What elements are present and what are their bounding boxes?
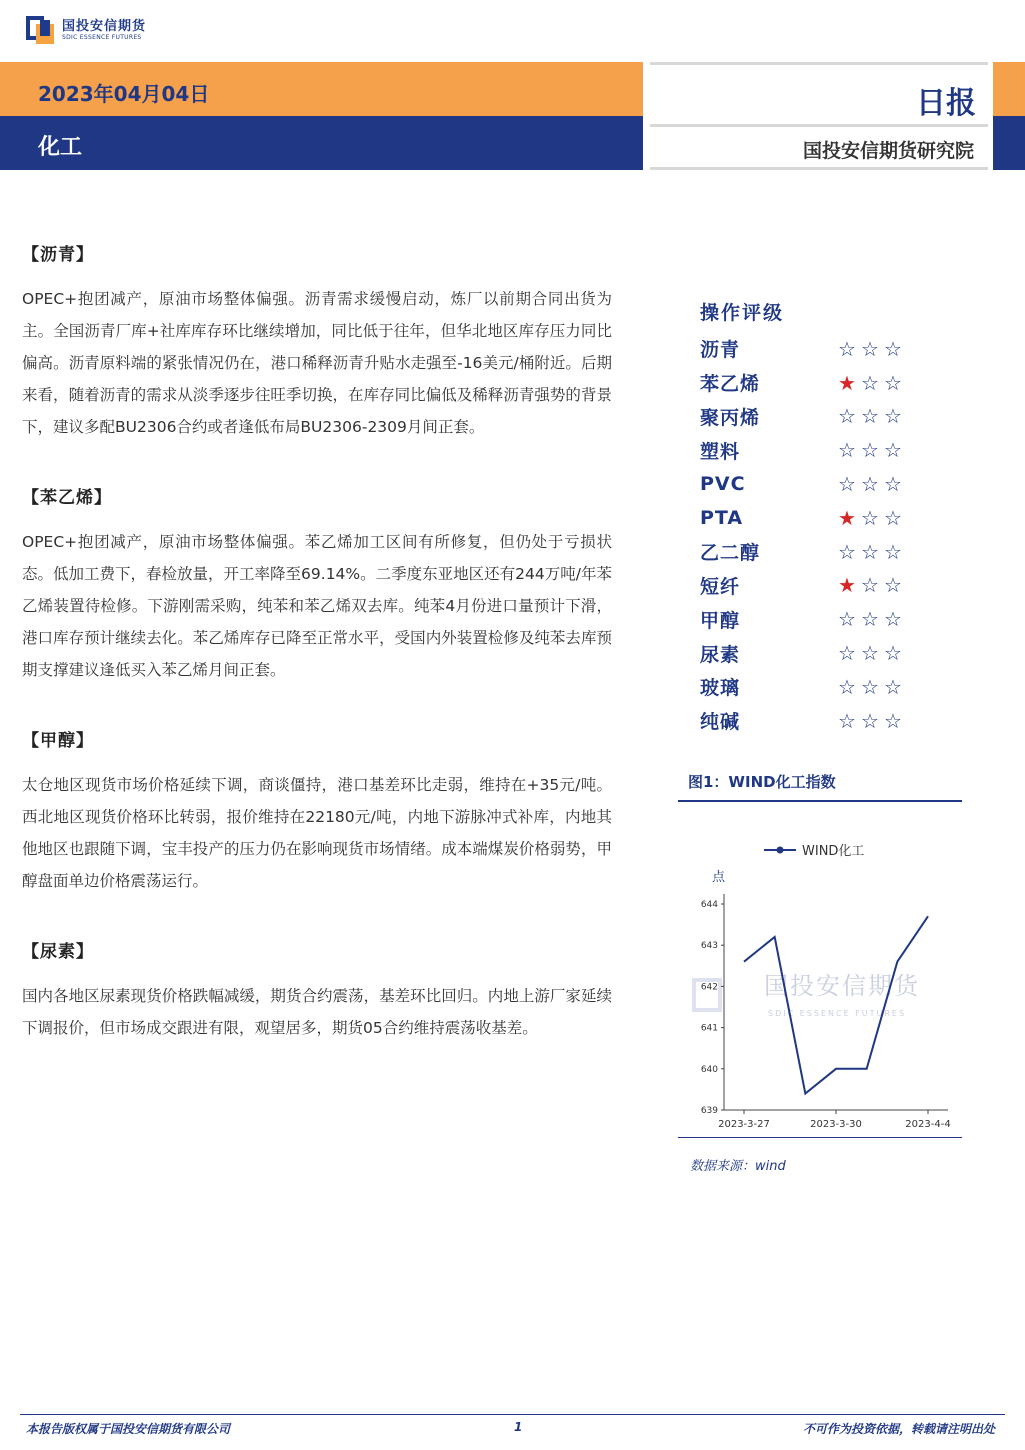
rating-stars <box>838 404 907 429</box>
section-body: OPEC+抱团减产，原油市场整体偏强。苯乙烯加工区间有所修复，但仍处于亏损状态。低加工费下，春检放量，开工率降至69.14%。二季度东亚地区还有244万吨/年苯乙烯装置待检修。下游刚需采购，纯苯和苯乙烯双去库。纯苯4月份进口量预计下滑，港口库存预计继续去化。苯乙烯库存已降至正常水平，受国内外装置检修及纯苯去库预期支撑建议逢低买入苯乙烯月间正套。 <box>22 533 612 679</box>
rating-stars <box>838 336 907 361</box>
rating-product-name: 短纤 <box>700 575 741 598</box>
series-line <box>744 916 928 1093</box>
rating-stars <box>838 607 907 632</box>
star-empty-icon: ☆ <box>861 539 879 564</box>
footer-disclaimer: 不可作为投资依据，转载请注明出处 <box>802 1422 995 1436</box>
star-empty-icon: ☆ <box>884 472 902 497</box>
rating-row <box>700 569 930 603</box>
rating-product-name: 乙二醇 <box>700 542 761 565</box>
star-empty-icon: ☆ <box>861 641 879 666</box>
wind-chem-index-chart <box>680 820 970 1140</box>
star-empty-icon: ☆ <box>838 607 856 632</box>
institute-name: 国投安信期货研究院 <box>802 140 974 162</box>
report-sector: 化工 <box>38 135 83 160</box>
x-tick-label: 2023-3-27 <box>718 1119 770 1130</box>
legend-label: WIND化工 <box>802 844 865 859</box>
star-empty-icon: ☆ <box>861 607 879 632</box>
rating-stars <box>838 708 907 733</box>
rating-row <box>700 501 930 535</box>
star-empty-icon: ☆ <box>838 539 856 564</box>
figure-title: 图1：WIND化工指数 <box>688 773 836 791</box>
report-type: 日报 <box>916 86 976 121</box>
rating-stars <box>838 573 907 598</box>
section-title: 【沥青】 <box>22 245 94 265</box>
rating-product-name: 聚丙烯 <box>700 406 761 429</box>
rating-row <box>700 433 930 467</box>
y-tick-label: 641 <box>700 1023 718 1034</box>
y-tick-label: 640 <box>700 1064 718 1075</box>
star-empty-icon: ☆ <box>884 505 902 530</box>
star-empty-icon: ☆ <box>884 539 902 564</box>
chart-svg <box>680 820 970 1140</box>
header-accent-strip <box>993 62 1025 170</box>
page-number: 1 <box>514 1420 523 1434</box>
company-logo <box>26 16 146 44</box>
x-tick-label: 2023-4-4 <box>905 1119 951 1130</box>
report-date: 2023年04月04日 <box>38 82 210 106</box>
star-empty-icon: ☆ <box>861 438 879 463</box>
y-tick-label: 642 <box>700 982 718 993</box>
sector-band <box>0 116 643 170</box>
star-empty-icon: ☆ <box>884 607 902 632</box>
y-axis-label: 点 <box>712 870 726 885</box>
rating-stars <box>838 370 907 395</box>
star-filled-icon: ★ <box>838 505 856 530</box>
rating-panel <box>700 298 930 738</box>
rating-stars <box>838 505 907 530</box>
section-title: 【甲醇】 <box>22 731 94 751</box>
star-empty-icon: ☆ <box>838 641 856 666</box>
star-empty-icon: ☆ <box>838 336 856 361</box>
commentary-column <box>22 240 612 1084</box>
rating-product-name: 纯碱 <box>700 711 741 734</box>
y-tick-label: 643 <box>700 941 718 952</box>
rating-row <box>700 467 930 501</box>
section-body: OPEC+抱团减产，原油市场整体偏强。沥青需求缓慢启动，炼厂以前期合同出货为主。全国沥青厂库+社库库存环比继续增加，同比低于往年，但华北地区库存压力同比偏高。沥青原料端的紧张情况仍在，港口稀释沥青升贴水走强至-16美元/桶附近。后期来看，随着沥青的需求从淡季逐步往旺季切换，在库存同比偏低及稀释沥青强势的背景下，建议多配BU2306合约或者逢低布局BU2306-2309月间正套。 <box>22 290 612 436</box>
star-empty-icon: ☆ <box>861 472 879 497</box>
rating-product-name: 苯乙烯 <box>700 373 761 396</box>
rating-product-name: 尿素 <box>700 643 741 666</box>
rating-row <box>700 332 930 366</box>
figure-divider <box>678 800 962 802</box>
star-empty-icon: ☆ <box>861 404 879 429</box>
rating-stars <box>838 472 907 497</box>
rating-row <box>700 636 930 670</box>
star-empty-icon: ☆ <box>861 336 879 361</box>
rating-product-name: PVC <box>700 473 746 496</box>
star-empty-icon: ☆ <box>884 641 902 666</box>
report-header-right <box>650 62 988 170</box>
rating-row <box>700 366 930 400</box>
star-empty-icon: ☆ <box>861 505 879 530</box>
date-band <box>0 62 643 116</box>
star-empty-icon: ☆ <box>884 708 902 733</box>
star-empty-icon: ☆ <box>884 370 902 395</box>
rating-row <box>700 704 930 738</box>
y-tick-label: 639 <box>700 1106 718 1116</box>
star-empty-icon: ☆ <box>861 674 879 699</box>
star-empty-icon: ☆ <box>884 674 902 699</box>
logo-name-en: SDIC ESSENCE FUTURES <box>62 33 142 41</box>
footer-copyright: 本报告版权属于国投安信期货有限公司 <box>26 1422 231 1436</box>
section-title: 【苯乙烯】 <box>22 488 112 508</box>
rating-product-name: 沥青 <box>700 339 741 362</box>
y-tick-label: 644 <box>700 900 718 910</box>
rating-product-name: PTA <box>700 506 744 529</box>
rating-stars <box>838 674 907 699</box>
rating-stars <box>838 438 907 463</box>
legend-marker <box>777 847 784 854</box>
star-empty-icon: ☆ <box>838 404 856 429</box>
star-empty-icon: ☆ <box>884 404 902 429</box>
section-body: 国内各地区尿素现货价格跌幅减缓，期货合约震荡，基差环比回归。内地上游厂家延续下调报价，但市场成交跟进有限，观望居多，期货05合约维持震荡收基差。 <box>22 987 612 1037</box>
section-body: 太仓地区现货市场价格延续下调，商谈僵持，港口基差环比走弱，维持在+35元/吨。西北地区现货价格环比转弱，报价维持在22180元/吨，内地下游脉冲式补库，内地其他地区也跟随下调，宝丰投产的压力仍在影响现货市场情绪。成本端煤炭价格弱势，甲醇盘面单边价格震荡运行。 <box>22 776 612 890</box>
rating-row <box>700 400 930 434</box>
rating-row <box>700 535 930 569</box>
section-methanol <box>22 726 612 897</box>
section-asphalt <box>22 240 612 443</box>
section-title: 【尿素】 <box>22 942 94 962</box>
rating-product-name: 甲醇 <box>700 609 741 632</box>
footer-divider <box>20 1414 1005 1415</box>
star-empty-icon: ☆ <box>838 708 856 733</box>
x-tick-label: 2023-3-30 <box>810 1119 862 1130</box>
rating-stars <box>838 539 907 564</box>
section-styrene <box>22 483 612 686</box>
star-empty-icon: ☆ <box>861 370 879 395</box>
watermark-text: 国投安信期货 <box>764 972 920 1000</box>
watermark-subtext: SDIC ESSENCE FUTURES <box>768 1009 907 1018</box>
star-empty-icon: ☆ <box>838 472 856 497</box>
logo-name: 国投安信期货 <box>62 18 147 34</box>
data-source: 数据来源：wind <box>690 1159 786 1174</box>
rating-product-name: 塑料 <box>700 440 741 463</box>
star-empty-icon: ☆ <box>884 438 902 463</box>
star-filled-icon: ★ <box>838 370 856 395</box>
rating-row <box>700 602 930 636</box>
star-empty-icon: ☆ <box>861 708 879 733</box>
figure-bottom-divider <box>678 1137 962 1138</box>
star-empty-icon: ☆ <box>884 336 902 361</box>
star-empty-icon: ☆ <box>861 573 879 598</box>
rating-stars <box>838 641 907 666</box>
rating-product-name: 玻璃 <box>700 677 741 700</box>
star-filled-icon: ★ <box>838 573 856 598</box>
rating-row <box>700 670 930 704</box>
star-empty-icon: ☆ <box>838 674 856 699</box>
rating-title: 操作评级 <box>700 302 785 324</box>
star-empty-icon: ☆ <box>884 573 902 598</box>
section-urea <box>22 937 612 1044</box>
logo-icon <box>26 16 54 44</box>
star-empty-icon: ☆ <box>838 438 856 463</box>
